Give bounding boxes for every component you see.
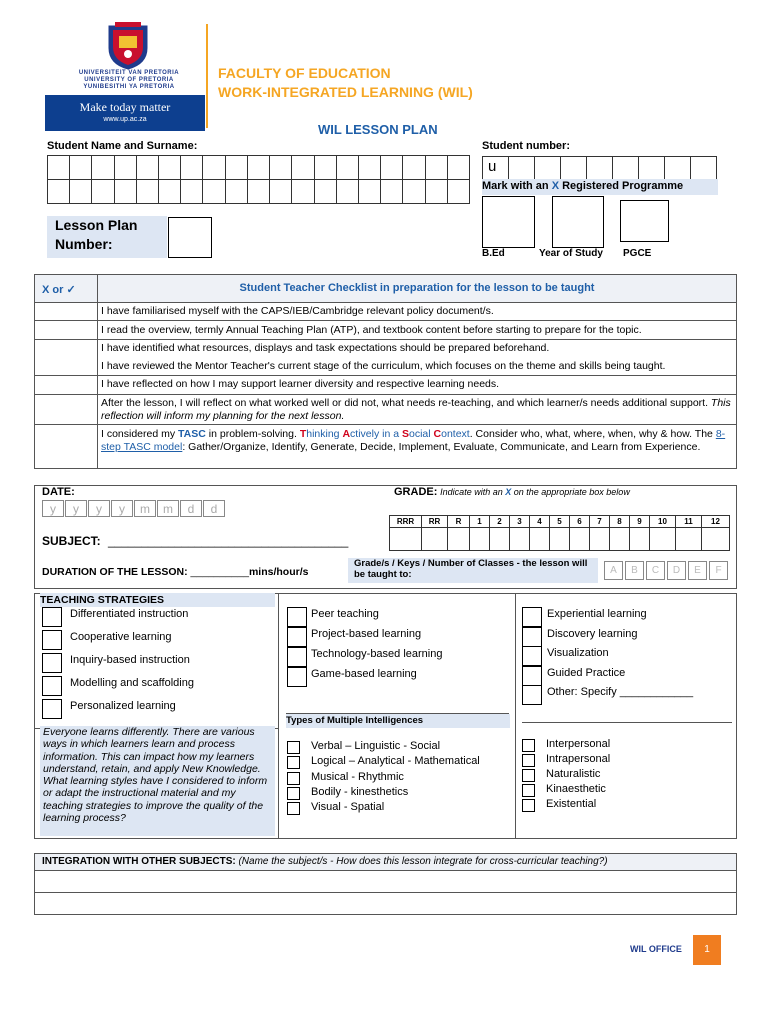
date-input[interactable] — [42, 500, 226, 518]
strategy-label: Peer teaching — [311, 608, 379, 620]
strategy-label: Cooperative learning — [70, 631, 172, 643]
intelligence-checkbox[interactable] — [522, 739, 535, 752]
strategy-label: Inquiry-based instruction — [70, 654, 190, 666]
grade-select-cell[interactable] — [421, 527, 448, 551]
student-number-cell[interactable] — [586, 156, 613, 180]
name-char-cell[interactable] — [247, 155, 270, 180]
name-char-cell[interactable] — [269, 155, 292, 180]
item7-ocial: ocial — [409, 428, 434, 440]
strategies-col-divider — [278, 594, 279, 839]
name-char-cell[interactable] — [425, 179, 448, 204]
programme-label-pgce: PGCE — [623, 248, 652, 259]
item7-ctively: ctively in a — [350, 428, 402, 440]
duration-unit: mins/hour/s — [248, 566, 309, 578]
integration-input-row-2[interactable] — [35, 893, 736, 914]
date-digit-cell[interactable]: d — [203, 500, 225, 517]
grade-select-cell[interactable] — [675, 527, 702, 551]
name-char-cell[interactable] — [402, 155, 425, 180]
strategies-col-divider — [515, 594, 516, 839]
grade-hint-x: X — [505, 487, 512, 497]
grade-select-cell[interactable] — [447, 527, 470, 551]
name-char-cell[interactable] — [447, 155, 470, 180]
grade-label-cell: 11 — [675, 515, 702, 528]
intelligence-label: Existential — [546, 798, 597, 810]
grade-label-cell: R — [447, 515, 470, 528]
header-divider — [206, 24, 208, 128]
student-number-label: Student number: — [482, 140, 570, 152]
date-digit-cell[interactable]: y — [111, 500, 133, 517]
slogan-text: Make today matter — [79, 100, 171, 114]
grade-label-cell: 9 — [629, 515, 650, 528]
strategy-label: Visualization — [547, 647, 609, 659]
strategy-checkbox[interactable] — [287, 647, 307, 667]
grade-select-cell[interactable] — [509, 527, 530, 551]
intelligence-checkbox[interactable] — [522, 799, 535, 812]
university-crest — [105, 22, 151, 70]
strategy-checkbox[interactable] — [287, 627, 307, 647]
item7-end: : Gather/Organize, Identify, Generate, Decide, Implement, Evaluate, Communicate, and Learn from Experience. — [182, 441, 701, 453]
checklist-item-1: I have familiarised myself with the CAPS/IEB/Cambridge relevant policy document/s. — [101, 305, 494, 317]
checklist-row-line — [35, 339, 736, 340]
name-char-cell[interactable] — [69, 155, 92, 180]
university-name-2: UNIVERSITY OF PRETORIA — [84, 77, 174, 83]
checklist-item-6b: This reflection will inform my planning for the next lesson. — [101, 397, 731, 422]
lesson-plan-number-label — [47, 216, 167, 258]
intelligence-label: Logical – Analytical - Mathematical — [311, 755, 480, 768]
checklist-item-4: I have reviewed the Mentor Teacher's current stage of the curriculum, which focuses on the theme and skills being taught. — [101, 360, 666, 372]
strategy-label: Technology-based learning — [311, 648, 443, 660]
intelligence-checkbox[interactable] — [287, 756, 300, 769]
name-char-cell[interactable] — [136, 179, 159, 204]
strategy-checkbox[interactable] — [522, 607, 542, 627]
strategies-row-line — [522, 722, 732, 723]
name-char-cell[interactable] — [314, 155, 337, 180]
strategy-label: Guided Practice — [547, 666, 626, 679]
intelligence-checkbox[interactable] — [522, 784, 535, 797]
strategy-label: Modelling and scaffolding — [70, 677, 194, 689]
duration-label-line — [42, 566, 308, 578]
intelligence-label: Interpersonal — [546, 738, 611, 750]
subject-label: SUBJECT: — [42, 534, 101, 548]
strategy-label: Personalized learning — [70, 700, 176, 712]
mi-col1 — [287, 740, 512, 820]
grade-label-cell: 10 — [649, 515, 676, 528]
intelligence-label: Intrapersonal — [546, 753, 611, 765]
checklist-title: Student Teacher Checklist in preparation for the lesson to be taught — [239, 282, 595, 294]
item7-pre: I considered my — [101, 428, 179, 440]
class-key-cell[interactable]: C — [646, 561, 665, 580]
name-char-cell[interactable] — [336, 179, 359, 204]
strategy-checkbox[interactable] — [287, 667, 307, 687]
programme-box-bed[interactable] — [482, 196, 535, 248]
item7-ontext: ontext — [441, 428, 470, 440]
grade-label-cell: 5 — [549, 515, 570, 528]
tasc-model-link[interactable]: 8-step TASC model — [101, 428, 726, 453]
name-char-cell[interactable] — [158, 179, 181, 204]
grade-select-cell[interactable] — [701, 527, 730, 551]
grade-select-cell[interactable] — [649, 527, 676, 551]
name-char-cell[interactable] — [314, 179, 337, 204]
class-keys[interactable] — [604, 561, 728, 581]
name-char-cell[interactable] — [47, 155, 70, 180]
checklist-row-line — [35, 302, 736, 303]
grade-label-cell: 2 — [489, 515, 510, 528]
footer-office: WIL OFFICE — [630, 944, 682, 954]
name-char-cell[interactable] — [447, 179, 470, 204]
name-char-cell[interactable] — [114, 155, 137, 180]
strategy-label: Experiential learning — [547, 608, 647, 620]
lesson-plan-line2: Number: — [55, 236, 113, 252]
item7-mid: in problem-solving. — [205, 428, 300, 440]
integration-hint: (Name the subject/s - How does this lesson integrate for cross-curricular teaching?) — [235, 856, 608, 867]
strategy-label: Game-based learning — [311, 668, 417, 680]
grade-label: GRADE: — [394, 486, 438, 498]
checklist-item-6a: After the lesson, I will reflect on what worked well or did not, what needs re-teaching, and which learner/s needs additional support. — [101, 397, 711, 409]
checklist-item-7 — [101, 428, 733, 454]
page-number-badge: 1 — [693, 935, 721, 965]
name-char-cell[interactable] — [158, 155, 181, 180]
strategy-label: Discovery learning — [547, 627, 638, 640]
strategy-label: Differentiated instruction — [70, 608, 189, 620]
name-char-cell[interactable] — [291, 179, 314, 204]
strategy-label: Project-based learning — [311, 628, 422, 640]
name-char-cell[interactable] — [136, 155, 159, 180]
duration-line[interactable]: __________ — [187, 566, 249, 578]
grade-label-cell: RRR — [389, 515, 422, 528]
name-char-cell[interactable] — [358, 155, 381, 180]
intelligence-label: Naturalistic — [546, 768, 601, 780]
item7-c: C — [433, 428, 442, 440]
intelligence-checkbox[interactable] — [287, 802, 300, 815]
intelligence-checkbox[interactable] — [287, 741, 300, 754]
name-char-cell[interactable] — [91, 179, 114, 204]
student-number-grid[interactable] — [482, 156, 716, 180]
grade-select-cell[interactable] — [529, 527, 550, 551]
grade-label-cell: RR — [421, 515, 448, 528]
programme-box-pgce[interactable] — [620, 200, 669, 242]
student-number-cell[interactable] — [612, 156, 639, 180]
strategy-checkbox[interactable] — [522, 627, 542, 647]
grade-select-cell[interactable] — [469, 527, 490, 551]
strategies-col2 — [287, 607, 512, 689]
grade-select-cell[interactable] — [549, 527, 570, 551]
checklist-col-header: X or ✓ — [42, 284, 76, 296]
faculty-title: FACULTY OF EDUCATION — [218, 65, 391, 81]
class-key-cell[interactable]: B — [625, 561, 644, 580]
grade-select-cell[interactable] — [389, 527, 422, 551]
mark-x: X — [551, 180, 560, 192]
student-number-cell[interactable] — [560, 156, 587, 180]
item7-tasc: TASC — [178, 428, 206, 440]
name-char-cell[interactable] — [91, 155, 114, 180]
integration-input-row-1[interactable] — [35, 871, 736, 892]
integration-label: INTEGRATION WITH OTHER SUBJECTS: — [42, 856, 236, 867]
mark-label-post: Registered Programme — [559, 180, 684, 192]
grade-select-cell[interactable] — [609, 527, 630, 551]
student-number-prefix: u — [488, 158, 497, 175]
date-digit-cell[interactable]: m — [134, 500, 156, 517]
intelligence-label: Verbal – Linguistic - Social — [311, 740, 441, 752]
name-char-cell[interactable] — [202, 155, 225, 180]
subject-line[interactable]: ____________________________________ — [108, 534, 349, 548]
date-digit-cell[interactable]: y — [88, 500, 110, 517]
name-char-cell[interactable] — [180, 155, 203, 180]
intelligence-checkbox[interactable] — [287, 787, 300, 800]
student-name-label: Student Name and Surname: — [47, 140, 198, 152]
university-name-1: UNIVERSITEIT VAN PRETORIA — [78, 70, 180, 76]
item7-s: S — [401, 428, 409, 440]
checklist-item-2: I read the overview, termly Annual Teaching Plan (ATP), and textbook content before starting to prepare for the topic. — [101, 324, 642, 336]
grade-select-cell[interactable] — [589, 527, 610, 551]
name-char-cell[interactable] — [202, 179, 225, 204]
grade-label-cell: 4 — [529, 515, 550, 528]
student-name-grid[interactable] — [47, 155, 470, 203]
name-char-cell[interactable] — [402, 179, 425, 204]
checklist-item-3: I have identified what resources, displays and task expectations should be prepared beforehand. — [101, 342, 550, 354]
programme-label-year: Year of Study — [539, 248, 603, 259]
student-number-cell[interactable] — [638, 156, 665, 180]
student-number-cell[interactable] — [690, 156, 717, 180]
name-char-cell[interactable] — [380, 179, 403, 204]
class-key-cell[interactable]: A — [604, 561, 623, 580]
mi-col2 — [522, 738, 732, 818]
name-char-cell[interactable] — [180, 179, 203, 204]
strategy-checkbox[interactable] — [42, 699, 62, 719]
name-char-cell[interactable] — [425, 155, 448, 180]
name-char-cell[interactable] — [225, 155, 248, 180]
name-char-cell[interactable] — [225, 179, 248, 204]
slogan-url: www.up.ac.za — [103, 116, 147, 123]
class-key-cell[interactable]: F — [709, 561, 728, 580]
classes-label: Grade/s / Keys / Number of Classes - the lesson will be taught to: — [348, 558, 598, 583]
grade-select-cell[interactable] — [489, 527, 510, 551]
date-digit-cell[interactable]: y — [65, 500, 87, 517]
program-title: WORK-INTEGRATED LEARNING (WIL) — [218, 84, 473, 100]
student-number-cell[interactable] — [534, 156, 561, 180]
checklist-item-6 — [101, 397, 733, 423]
grade-label-cell: 3 — [509, 515, 530, 528]
strategy-checkbox[interactable] — [522, 666, 542, 686]
strategy-checkbox[interactable] — [42, 630, 62, 650]
checklist-row-line — [35, 424, 736, 425]
strategies-title: TEACHING STRATEGIES — [40, 593, 275, 607]
intelligence-checkbox[interactable] — [522, 754, 535, 767]
name-char-cell[interactable] — [47, 179, 70, 204]
date-digit-cell[interactable]: m — [157, 500, 179, 517]
strategy-checkbox[interactable] — [42, 607, 62, 627]
name-char-cell[interactable] — [291, 155, 314, 180]
university-name-3: YUNIBESITHI YA PRETORIA — [83, 84, 175, 90]
class-key-cell[interactable]: D — [667, 561, 686, 580]
grade-select-cell[interactable] — [629, 527, 650, 551]
item7-hinking: hinking — [306, 428, 343, 440]
mi-title: Types of Multiple Intelligences — [286, 714, 510, 728]
grade-hint-post: on the appropriate box below — [511, 487, 630, 497]
grade-table[interactable] — [389, 515, 729, 552]
item7-a: A — [342, 428, 351, 440]
grade-label-cell: 1 — [469, 515, 490, 528]
intelligence-label: Visual - Spatial — [311, 801, 385, 814]
document-title: WIL LESSON PLAN — [318, 122, 438, 137]
intelligence-label: Bodily - kinesthetics — [311, 785, 409, 798]
name-char-cell[interactable] — [114, 179, 137, 204]
intelligence-checkbox[interactable] — [522, 769, 535, 782]
strategy-checkbox[interactable] — [42, 653, 62, 673]
name-char-cell[interactable] — [358, 179, 381, 204]
grade-label-cell: 12 — [701, 515, 730, 528]
student-number-cell[interactable] — [664, 156, 691, 180]
grade-label-line — [394, 486, 630, 498]
date-digit-cell[interactable]: d — [180, 500, 202, 517]
grade-hint-pre: Indicate with an — [440, 487, 506, 497]
mark-label-pre: Mark with an — [482, 180, 552, 192]
grade-select-cell[interactable] — [569, 527, 590, 551]
strategies-col3 — [522, 607, 732, 709]
class-key-cell[interactable]: E — [688, 561, 707, 580]
checklist-col-divider — [97, 275, 98, 469]
intelligence-label: Kinaesthetic — [546, 783, 606, 795]
name-char-cell[interactable] — [69, 179, 92, 204]
grade-label-cell: 6 — [569, 515, 590, 528]
grade-label-cell: 7 — [589, 515, 610, 528]
date-digit-cell[interactable]: y — [42, 500, 64, 517]
intelligence-label: Musical - Rhythmic — [311, 770, 404, 783]
strategy-label: Other: Specify ____________ — [547, 686, 694, 698]
strategy-checkbox[interactable] — [522, 685, 542, 705]
student-number-cell[interactable] — [508, 156, 535, 180]
programme-label-bed: B.Ed — [482, 248, 505, 259]
strategy-checkbox[interactable] — [522, 646, 542, 666]
name-char-cell[interactable] — [336, 155, 359, 180]
checklist-row-line — [35, 394, 736, 395]
grade-label-cell: 8 — [609, 515, 630, 528]
lesson-plan-line1: Lesson Plan — [55, 217, 138, 233]
duration-label: DURATION OF THE LESSON: — [42, 566, 188, 578]
name-char-cell[interactable] — [247, 179, 270, 204]
name-char-cell[interactable] — [269, 179, 292, 204]
checklist-row-line — [35, 320, 736, 321]
lesson-plan-number-box[interactable] — [168, 217, 212, 258]
learning-styles-note: Everyone learns differently. There are various ways in which learners learn and process information. This can impact how my learners understand, retain, and apply New Knowledge. What learning styles have I considered to inform or adapt the instructional material and my teaching strategies to improve the quality of the learning process? — [40, 726, 275, 836]
intelligence-checkbox[interactable] — [287, 772, 300, 785]
item7-t: T — [299, 428, 307, 440]
checklist-row-line — [35, 375, 736, 376]
date-label: DATE: — [42, 486, 75, 498]
strategies-col1 — [42, 607, 272, 725]
mark-programme-label — [482, 179, 718, 195]
checklist-item-5: I have reflected on how I may support learner diversity and respective learning needs. — [101, 378, 500, 390]
strategy-checkbox[interactable] — [42, 676, 62, 696]
programme-box-year[interactable] — [552, 196, 604, 248]
integration-label-line — [42, 856, 608, 867]
strategy-checkbox[interactable] — [287, 607, 307, 627]
slogan-banner — [45, 95, 205, 131]
name-char-cell[interactable] — [380, 155, 403, 180]
item7-post: . Consider who, what, where, when, why & how. The — [469, 428, 716, 440]
